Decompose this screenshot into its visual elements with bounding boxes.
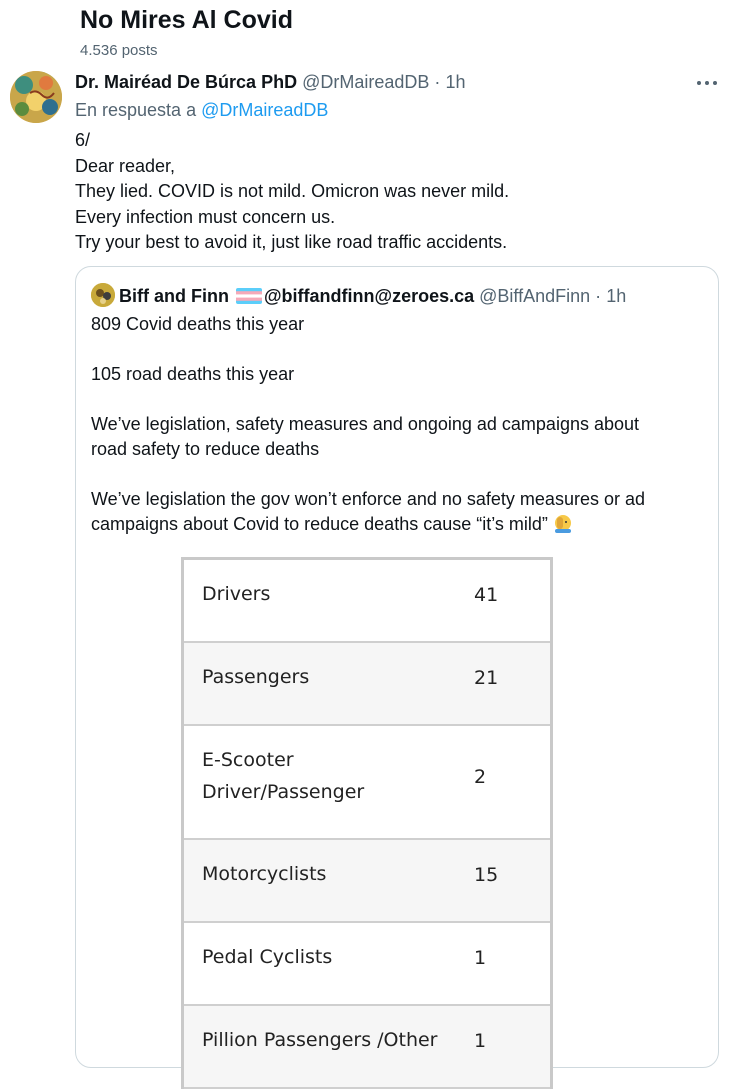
author-handle[interactable]: @DrMaireadDB	[302, 72, 430, 92]
quote-author-handle[interactable]: @BiffAndFinn	[479, 286, 591, 306]
table-category: Motorcyclists	[202, 863, 327, 885]
table-category: Pillion Passengers /Other	[202, 1029, 438, 1051]
quote-line: road safety to reduce deaths	[91, 439, 320, 459]
tweet-line: Dear reader,	[75, 155, 176, 176]
quote-author-alt-handle[interactable]: @biffandfinn@zeroes.ca	[264, 286, 475, 306]
quote-time[interactable]: 1h	[606, 286, 627, 306]
table-row	[184, 923, 550, 1006]
quote-line: We’ve legislation, safety measures and ongoing ad campaigns about	[91, 414, 640, 434]
table-row	[184, 726, 550, 840]
author-name[interactable]: Dr. Mairéad De Búrca PhD	[75, 72, 298, 92]
tweet-line: Every infection must concern us.	[75, 206, 336, 227]
tweet-line: Try your best to avoid it, just like road traffic accidents.	[75, 232, 508, 252]
table-category: Passengers	[202, 666, 310, 688]
tweet-text	[75, 128, 715, 256]
quote-avatar[interactable]	[91, 283, 115, 307]
table-row	[184, 1006, 550, 1089]
table-value: 21	[474, 667, 499, 689]
table-value: 1	[474, 1030, 487, 1052]
table-value: 1	[474, 947, 487, 969]
quote-line-text: campaigns about Covid to reduce deaths cause “it’s mild”	[91, 514, 548, 534]
quote-line	[91, 487, 645, 512]
separator-dot: ·	[595, 286, 602, 306]
reply-to-link[interactable]: @DrMaireadDB	[201, 100, 329, 120]
page-header	[0, 0, 738, 66]
quoted-tweet[interactable]	[75, 266, 719, 1068]
quote-line: 105 road deaths this year	[91, 364, 295, 384]
quote-author-name[interactable]: Biff and Finn	[119, 286, 229, 306]
table-category: E-Scooter	[202, 749, 294, 771]
more-options-icon[interactable]	[692, 70, 722, 96]
page-title: No Mires Al Covid	[80, 6, 293, 34]
table-category: Drivers	[202, 583, 271, 605]
quote-line	[91, 512, 573, 537]
table-value: 2	[474, 766, 487, 788]
tweet-header	[75, 72, 465, 93]
tweet-line: They lied. COVID is not mild. Omicron was never mild.	[75, 181, 510, 201]
facepalm-emoji	[553, 513, 573, 533]
road-deaths-table	[181, 557, 553, 1089]
table-category: Pedal Cyclists	[202, 946, 333, 968]
table-row	[184, 643, 550, 726]
table-row	[184, 840, 550, 923]
table-category-line2: Driver/Passenger	[202, 781, 365, 803]
trans-flag-icon	[236, 288, 262, 304]
reply-context	[75, 100, 328, 121]
tweet-line: 6/	[75, 130, 91, 150]
table-row	[184, 560, 550, 643]
post-count: 4.536 posts	[80, 42, 158, 59]
author-avatar[interactable]	[10, 71, 62, 123]
table-value: 41	[474, 584, 499, 606]
quote-header	[91, 283, 626, 307]
quote-line-text: We’ve legislation the gov won’t enforce and no safety measures or ad	[91, 489, 645, 509]
tweet-time[interactable]: 1h	[445, 72, 466, 92]
table-value: 15	[474, 864, 499, 886]
separator-dot: ·	[434, 72, 441, 92]
reply-prefix: En respuesta a	[75, 100, 197, 120]
quote-line: 809 Covid deaths this year	[91, 314, 305, 334]
